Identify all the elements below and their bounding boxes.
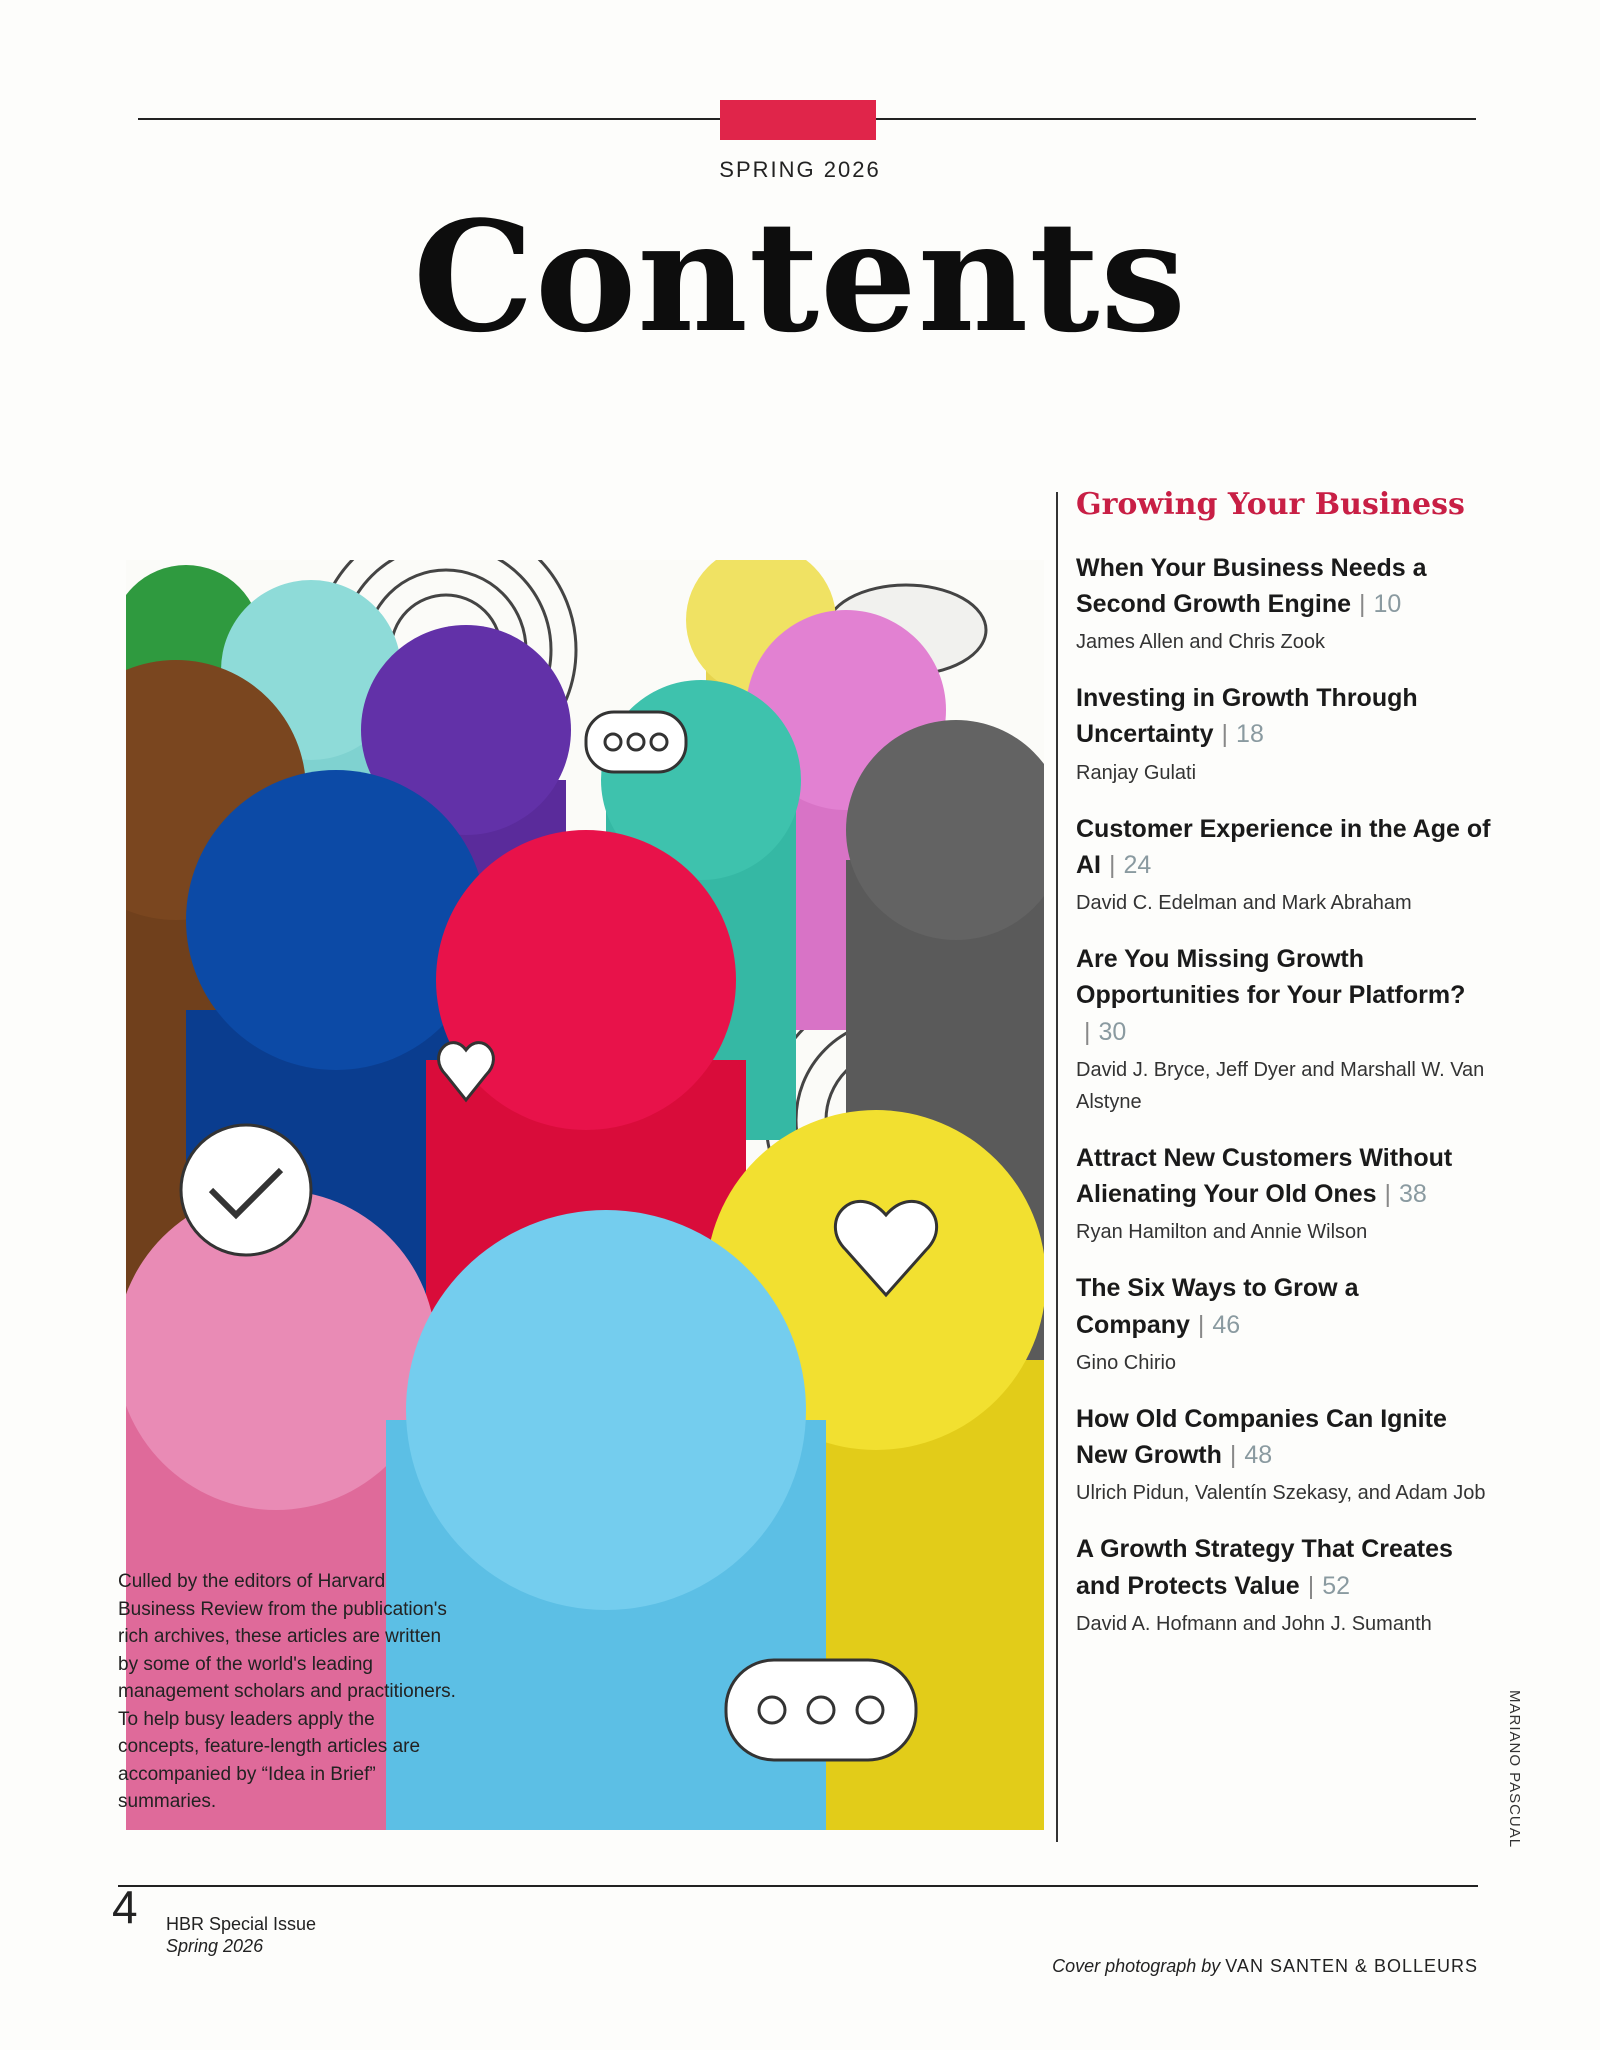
article-title[interactable]: When Your Business Needs a Second Growth Engine xyxy=(1076,553,1427,618)
separator: | xyxy=(1221,720,1229,749)
article-authors: David A. Hofmann and John J. Sumanth xyxy=(1076,1612,1432,1635)
article-title[interactable]: A Growth Strategy That Creates and Protects Value xyxy=(1076,1535,1453,1600)
separator: | xyxy=(1359,589,1366,618)
toc-entry[interactable] xyxy=(1076,1531,1496,1640)
article-authors: Ulrich Pidun, Valentín Szekasy, and Adam Job xyxy=(1076,1482,1486,1505)
toc-entry[interactable] xyxy=(1076,1140,1496,1249)
publication-name: HBR Special Issue xyxy=(166,1914,317,1934)
article-title[interactable]: Investing in Growth Through Uncertainty xyxy=(1076,684,1418,749)
cover-credit-name: VAN SANTEN & BOLLEURS xyxy=(1225,1956,1478,1976)
chat-bubble-icon xyxy=(726,1660,916,1760)
cover-credit-label: Cover photograph by xyxy=(1052,1956,1221,1976)
page-number: 24 xyxy=(1123,850,1152,879)
toc-entry[interactable] xyxy=(1076,941,1496,1118)
issue-season: SPRING 2026 xyxy=(719,157,881,182)
separator: | xyxy=(1307,1571,1315,1600)
toc-entry[interactable] xyxy=(1076,550,1496,659)
separator: | xyxy=(1084,1017,1091,1046)
intro-paragraph: Culled by the editors of Harvard Business Review from the publication's rich archives, these articles are written by some of the world's leading management scholars and practitioners. To help busy leaders apply the concepts, feature-length articles are accompanied by “Idea in Brief” summaries. xyxy=(118,1571,456,1813)
separator: | xyxy=(1197,1310,1205,1339)
article-title[interactable]: Are You Missing Growth Opportunities for Your Platform? xyxy=(1076,945,1466,1010)
cover-credit xyxy=(1052,1956,1478,1977)
article-authors: Ryan Hamilton and Annie Wilson xyxy=(1076,1221,1368,1244)
separator: | xyxy=(1109,850,1116,879)
article-authors: Gino Chirio xyxy=(1076,1351,1177,1374)
page-number-folio: 4 xyxy=(112,1881,138,1933)
accent-tab xyxy=(720,100,876,140)
article-authors: Ranjay Gulati xyxy=(1076,761,1197,784)
page-number: 18 xyxy=(1236,720,1264,749)
article-title[interactable]: The Six Ways to Grow a Company xyxy=(1076,1274,1359,1339)
page-number: 46 xyxy=(1212,1310,1241,1339)
illustrator-credit: MARIANO PASCUAL xyxy=(1506,1690,1523,1849)
separator: | xyxy=(1384,1180,1392,1208)
page-number: 30 xyxy=(1098,1017,1127,1046)
page-number: 10 xyxy=(1373,589,1402,618)
article-authors: David J. Bryce, Jeff Dyer and Marshall W. Van Alstyne xyxy=(1076,1058,1485,1113)
article-authors: David C. Edelman and Mark Abraham xyxy=(1076,892,1412,914)
page-number: 38 xyxy=(1399,1180,1427,1208)
article-title[interactable]: How Old Companies Can Ignite New Growth xyxy=(1076,1404,1447,1469)
page-number: 52 xyxy=(1322,1571,1351,1600)
toc-entry[interactable] xyxy=(1076,1270,1496,1379)
page-title: Contents xyxy=(412,187,1188,366)
publication-info xyxy=(166,1914,316,1957)
section-title: Growing Your Business xyxy=(1076,487,1465,522)
article-title[interactable]: Attract New Customers Without Alienating Your Old Ones xyxy=(1076,1143,1453,1208)
toc-entry[interactable] xyxy=(1076,680,1496,789)
bottom-rule xyxy=(118,1885,1478,1887)
toc-divider xyxy=(1056,492,1058,1842)
issue-date: Spring 2026 xyxy=(166,1935,264,1956)
article-authors: James Allen and Chris Zook xyxy=(1076,631,1326,653)
table-of-contents xyxy=(1076,486,1496,1662)
checkmark-icon xyxy=(181,1125,311,1255)
page-number: 48 xyxy=(1244,1441,1273,1469)
article-title[interactable]: Customer Experience in the Age of AI xyxy=(1076,814,1491,879)
separator: | xyxy=(1229,1441,1237,1469)
chat-bubble-icon xyxy=(586,712,686,772)
toc-entry[interactable] xyxy=(1076,811,1496,920)
toc-entry[interactable] xyxy=(1076,1401,1496,1510)
